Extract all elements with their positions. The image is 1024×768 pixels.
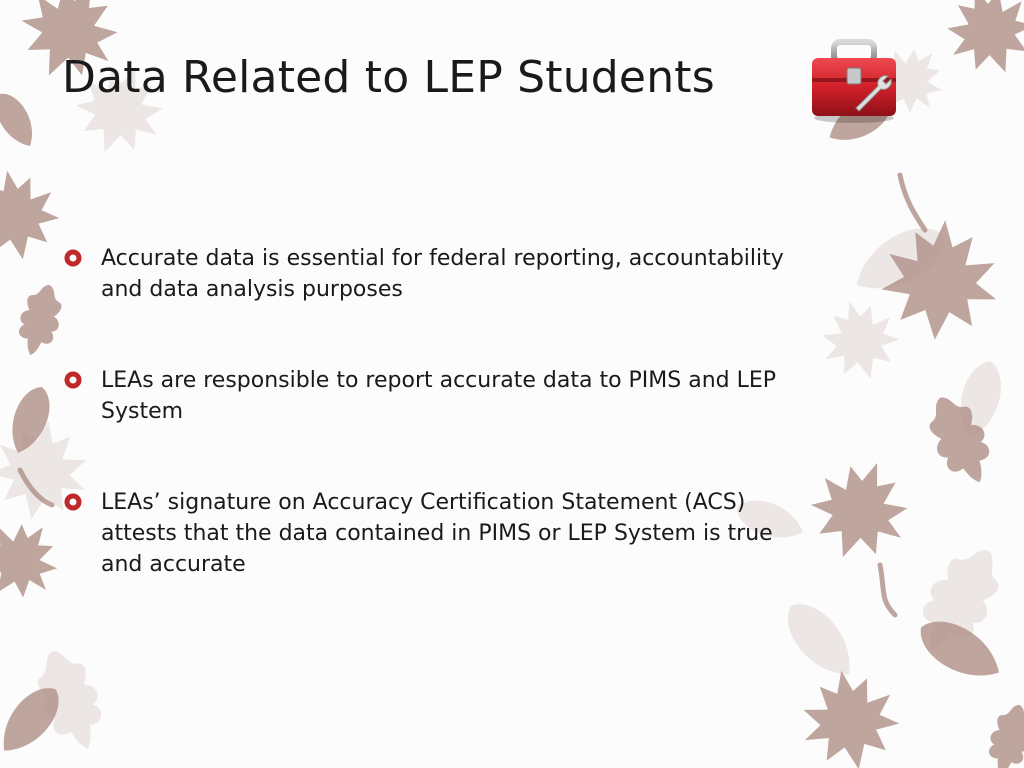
bullet-list bbox=[64, 243, 794, 580]
bullet-text: LEAs are responsible to report accurate data to PIMS and LEP System bbox=[101, 368, 777, 424]
bullet-item bbox=[64, 365, 794, 427]
bullet-ring-icon bbox=[64, 493, 82, 511]
toolbox-icon bbox=[808, 38, 900, 124]
bullet-ring-icon bbox=[64, 371, 82, 389]
bullet-ring-icon bbox=[64, 249, 82, 267]
bullet-text: LEAs’ signature on Accuracy Certification Statement (ACS) attests that the data contained in PIMS or LEP System is true and accurate bbox=[101, 490, 773, 577]
slide-title: Data Related to LEP Students bbox=[62, 52, 715, 103]
bullet-text: Accurate data is essential for federal reporting, accountability and data analysis purposes bbox=[101, 246, 784, 302]
bullet-item bbox=[64, 243, 794, 305]
bullet-item bbox=[64, 487, 794, 580]
